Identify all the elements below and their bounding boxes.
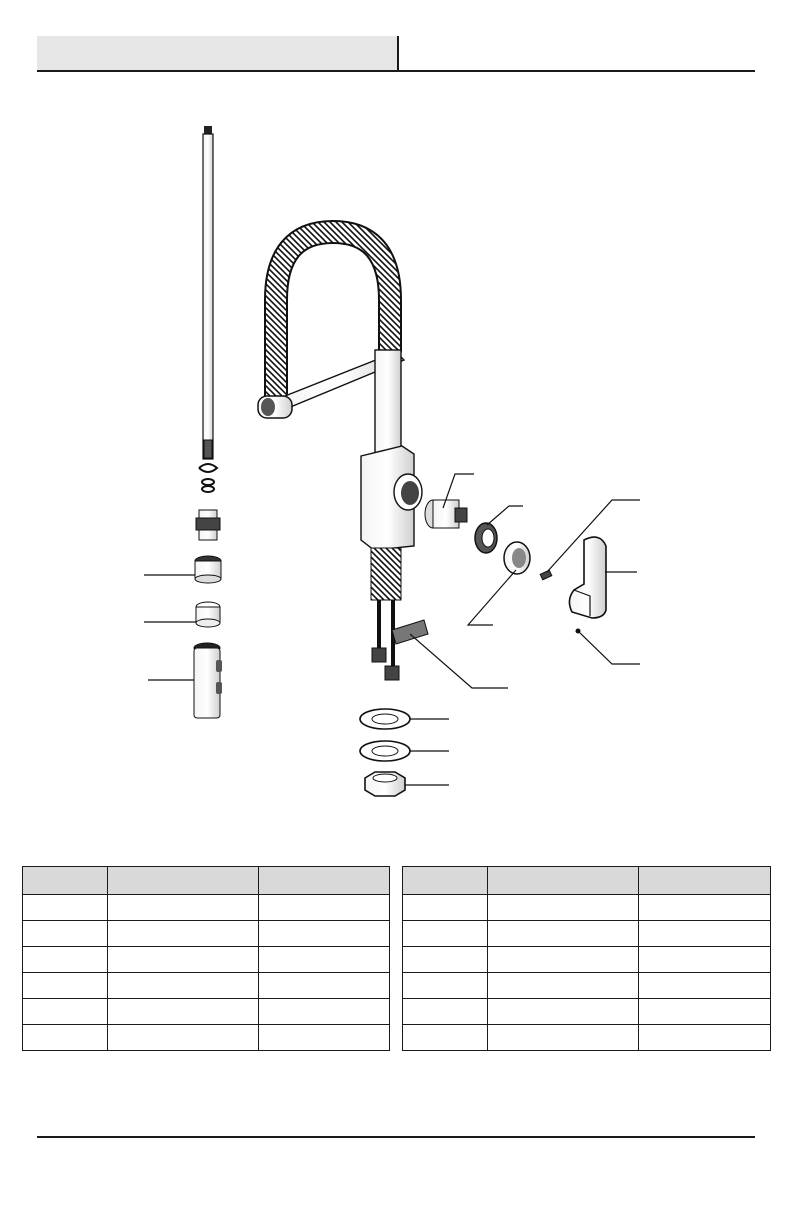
table-row bbox=[403, 973, 771, 999]
table-cell bbox=[403, 1025, 488, 1051]
wrench-tool bbox=[392, 620, 428, 644]
table-cell bbox=[108, 921, 259, 947]
table-cell bbox=[259, 947, 390, 973]
parts-table-left bbox=[22, 866, 390, 1051]
table-row bbox=[23, 999, 390, 1025]
table-cell bbox=[23, 895, 108, 921]
column-header bbox=[108, 867, 259, 895]
parts-table-right bbox=[402, 866, 771, 1051]
table-row bbox=[403, 999, 771, 1025]
table-header-row bbox=[403, 867, 771, 895]
table-cell bbox=[403, 973, 488, 999]
table-cell bbox=[108, 947, 259, 973]
table-row bbox=[23, 895, 390, 921]
footer-rule bbox=[37, 1136, 755, 1138]
table-cell bbox=[403, 895, 488, 921]
table-cell bbox=[23, 973, 108, 999]
table-row bbox=[403, 895, 771, 921]
column-header bbox=[639, 867, 771, 895]
spray-head-nut bbox=[195, 556, 221, 583]
table-cell bbox=[639, 921, 771, 947]
table-cell bbox=[108, 973, 259, 999]
column-header bbox=[259, 867, 390, 895]
table-cell bbox=[259, 1025, 390, 1051]
spray-head-ring bbox=[196, 602, 220, 627]
table-row bbox=[23, 1025, 390, 1051]
table-cell bbox=[259, 973, 390, 999]
table-row bbox=[403, 947, 771, 973]
table-cell bbox=[259, 921, 390, 947]
table-cell bbox=[639, 999, 771, 1025]
table-cell bbox=[639, 973, 771, 999]
table-row bbox=[23, 947, 390, 973]
table-header-row bbox=[23, 867, 390, 895]
washer-2 bbox=[360, 741, 410, 761]
cartridge bbox=[425, 500, 467, 528]
table-cell bbox=[108, 999, 259, 1025]
table-cell bbox=[488, 1025, 639, 1051]
column-header bbox=[488, 867, 639, 895]
table-cell bbox=[639, 1025, 771, 1051]
hose-clip bbox=[199, 464, 217, 472]
table-cell bbox=[23, 947, 108, 973]
o-rings bbox=[202, 479, 214, 492]
column-header bbox=[403, 867, 488, 895]
table-cell bbox=[488, 921, 639, 947]
spray-head bbox=[194, 643, 222, 718]
spray-hose bbox=[203, 126, 213, 459]
faucet-body bbox=[361, 350, 422, 550]
bonnet-nut bbox=[475, 523, 497, 553]
table-row bbox=[403, 921, 771, 947]
table-cell bbox=[259, 999, 390, 1025]
table-cell bbox=[403, 947, 488, 973]
table-cell bbox=[639, 895, 771, 921]
column-header bbox=[23, 867, 108, 895]
table-cell bbox=[23, 1025, 108, 1051]
table-cell bbox=[259, 895, 390, 921]
table-cell bbox=[488, 947, 639, 973]
table-cell bbox=[108, 895, 259, 921]
table-cell bbox=[108, 1025, 259, 1051]
table-cell bbox=[403, 999, 488, 1025]
table-row bbox=[23, 973, 390, 999]
hose-connector bbox=[196, 510, 220, 540]
washer-1 bbox=[360, 709, 410, 729]
handle bbox=[569, 537, 606, 618]
table-cell bbox=[403, 921, 488, 947]
table-cell bbox=[488, 973, 639, 999]
set-screw bbox=[540, 570, 552, 580]
table-cell bbox=[488, 895, 639, 921]
table-row bbox=[403, 1025, 771, 1051]
hex-nut bbox=[365, 772, 405, 796]
mounting-shank bbox=[371, 548, 401, 680]
handle-cap bbox=[504, 542, 530, 574]
table-cell bbox=[23, 999, 108, 1025]
table-cell bbox=[639, 947, 771, 973]
table-row bbox=[23, 921, 390, 947]
table-cell bbox=[23, 921, 108, 947]
table-cell bbox=[488, 999, 639, 1025]
